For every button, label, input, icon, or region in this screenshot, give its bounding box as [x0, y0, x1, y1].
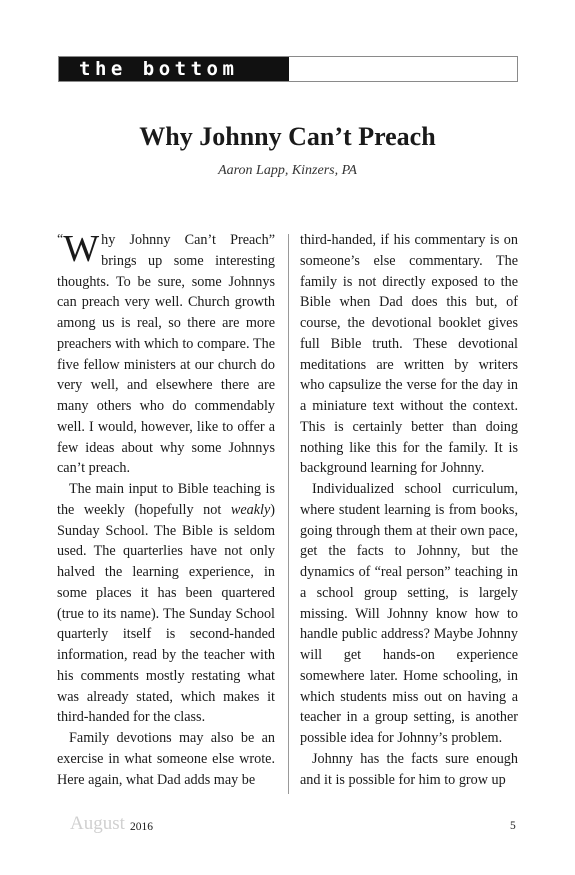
page-number: 5	[510, 820, 516, 832]
paragraph: Family devotions may also be an exercise in what someone else wrote. Here again, what Dad adds may be	[57, 730, 275, 788]
paragraph-text: ) Sunday School. The Bible is seldom used. The quarterlies have not only halved the learning experience, in some places it has been quartered (true to its name). The Sunday School quarterly itself is second-handed information, read by the teacher with his comments mostly restating what was already stated, which makes it third-handed for the class.	[57, 501, 275, 726]
article-author: Aaron Lapp, Kinzers, PA	[218, 163, 357, 178]
paragraph-text: hy Johnny Can’t Preach” brings up some interesting thoughts. To be sure, some Johnnys can preach very well. Church growth among us is real, so there are more preachers with which to compare. The five fellow ministers at our church do very well, and elsewhere there are many others who do commendably well. I would, however, like to offer a few ideas about why some Johnnys can’t preach.	[57, 232, 275, 477]
column-divider	[288, 234, 289, 794]
paragraph: third-handed, if his commentary is on someone’s else commentary. The family is not directly exposed to the Bible when Dad does this but, of course, the devotional booklet gives full Bible truth. These devotional meditations are written by writers who capsulize the verse for the day in a miniature text without the context. This is certainly better than doing nothing like this for the family. It is background learning for Johnny.	[300, 232, 518, 477]
section-header-bar	[58, 56, 518, 104]
footer-year: 2016	[130, 821, 153, 833]
paragraph: Johnny has the facts sure enough and it is possible for him to grow up	[300, 750, 518, 788]
opening-quote: “	[57, 232, 64, 247]
right-column	[300, 230, 518, 790]
paragraph: Individualized school curriculum, where student learning is from books, going through them at their own pace, get the facts to Johnny, but the dynamics of “real person” teaching in a school group setting, is largely missing. Will Johnny know how to handle public address? Maybe Johnny will get hands-on experience somewhere later. Home schooling, in which students miss out on having a teacher in a group setting, is another possible idea for Johnny’s problem.	[300, 481, 518, 746]
paragraph	[57, 479, 275, 728]
left-column	[57, 230, 275, 790]
section-label: the bottom line	[59, 57, 289, 81]
paragraph-text: The main input to Bible teaching is the weekly (hopefully not	[57, 481, 275, 518]
article-title: Why Johnny Can’t Preach	[139, 122, 436, 151]
emphasis-text: weakly	[230, 501, 271, 518]
paragraph	[57, 230, 275, 479]
footer-month: August	[70, 813, 125, 834]
drop-cap: W	[63, 228, 100, 270]
